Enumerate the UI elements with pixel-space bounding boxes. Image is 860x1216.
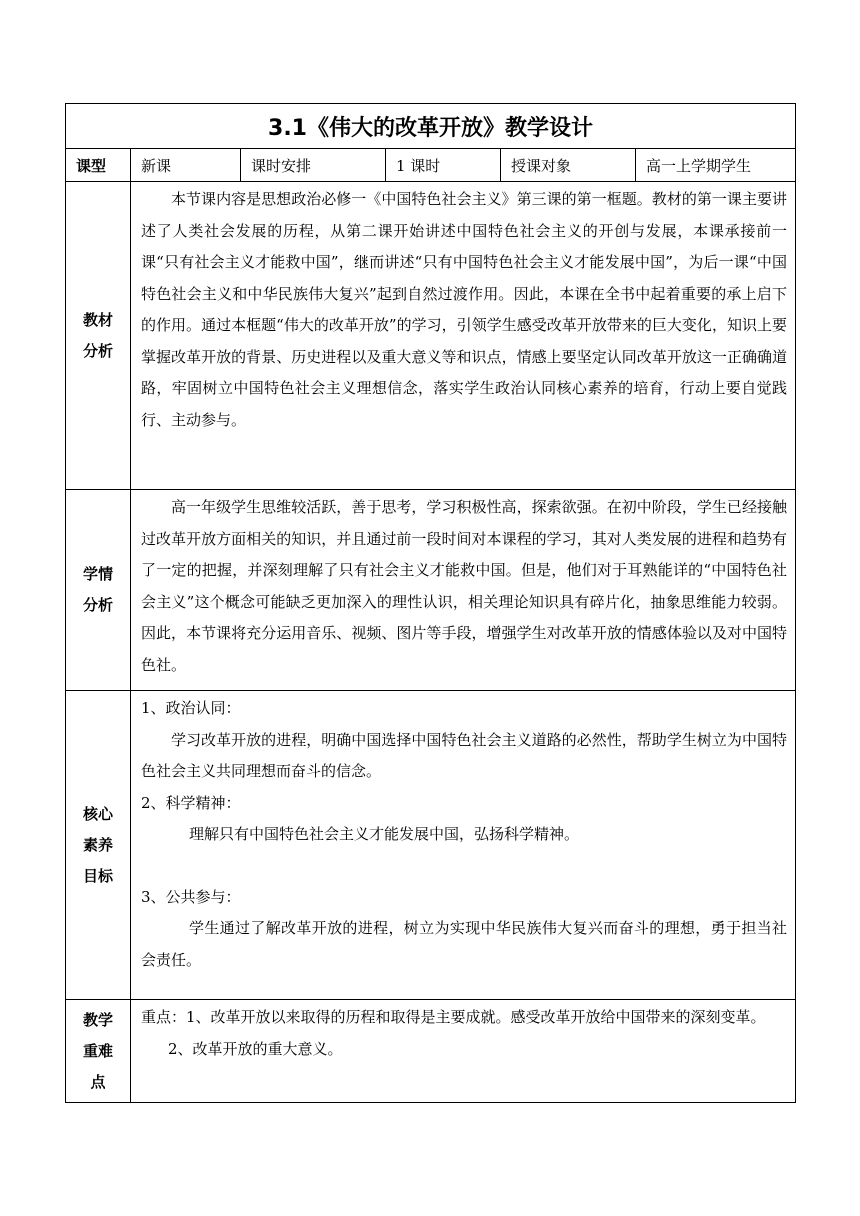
goal3-text: 学生通过了解改革开放的进程，树立为实现中华民族伟大复兴而奋斗的理想，勇于担当社会责任。 xyxy=(141,919,788,969)
label-line: 分析 xyxy=(82,341,113,360)
label-line: 分析 xyxy=(82,596,113,614)
label-line: 点 xyxy=(90,1072,106,1091)
key-points-row xyxy=(66,1000,796,1103)
audience-label: 授课对象 xyxy=(501,149,636,182)
key-point-2: 2、改革开放的重大意义。 xyxy=(168,1039,343,1058)
goal3-title: 3、公共参与： xyxy=(141,887,241,906)
course-type-value: 新课 xyxy=(131,149,241,182)
goal2-title: 2、科学精神： xyxy=(141,793,241,812)
key-points-content xyxy=(131,1000,796,1103)
label-line: 素养 xyxy=(82,835,113,854)
student-analysis-label xyxy=(66,490,131,691)
label-line: 学情 xyxy=(82,565,113,583)
label-line: 核心 xyxy=(82,804,113,823)
student-analysis-text: 高一年级学生思维较活跃，善于思考，学习积极性高，探索欲强。在初中阶段，学生已经接触过改革开放方面相关的知识，并且通过前一段时间对本课程的学习，其对人类发展的进程和趋势有了一定的把握，并深刻理解了只有社会主义才能救中国。但是，他们对于耳熟能详的“中国特色社会主义”这个概念可能缺乏更加深入的理性认识，相关理论知识具有碎片化，抽象思维能力较弱。因此，本节课将充分运用音乐、视频、图片等手段，增强学生对改革开放的情感体验以及对中国特色社。 xyxy=(141,498,788,674)
goal2-text: 理解只有中国特色社会主义才能发展中国，弘扬科学精神。 xyxy=(189,825,580,843)
course-type-label: 课型 xyxy=(66,149,131,182)
key-point-1: 重点：1、改革开放以来取得的历程和取得是主要成就。感受改革开放给中国带来的深刻变革。 xyxy=(141,1008,766,1026)
textbook-analysis-content xyxy=(131,182,796,490)
textbook-analysis-row xyxy=(66,182,796,490)
schedule-value: 1 课时 xyxy=(386,149,501,182)
audience-value: 高一上学期学生 xyxy=(636,149,796,182)
core-goals-row xyxy=(66,691,796,1000)
textbook-analysis-text: 本节课内容是思想政治必修一《中国特色社会主义》第三课的第一框题。教材的第一课主要讲述了人类社会发展的历程，从第二课开始讲述中国特色社会主义的开创与发展，本课承接前一课“只有社会主义才能救中国”，继而讲述“只有中国特色社会主义才能发展中国”，为后一课“中国特色社会主义和中华民族伟大复兴”起到自然过渡作用。因此，本课在全书中起着重要的承上启下的作用。通过本框题“伟大的改革开放”的学习，引领学生感受改革开放带来的巨大变化，知识上要掌握改革开放的背景、历史进程以及重大意义等和识点，情感上要坚定认同改革开放这一正确确道路，牢固树立中国特色社会主义理想信念，落实学生政治认同核心素养的培育，行动上要自觉践行、主动参与。 xyxy=(141,190,788,429)
label-line: 教学 xyxy=(82,1010,113,1029)
label-line: 重难 xyxy=(82,1041,113,1060)
textbook-analysis-label xyxy=(66,182,131,490)
goal1-title: 1、政治认同： xyxy=(141,699,241,717)
student-analysis-content xyxy=(131,490,796,691)
info-row xyxy=(66,149,796,182)
spacer xyxy=(141,851,787,882)
title-row xyxy=(66,104,796,149)
label-line: 目标 xyxy=(82,866,113,885)
schedule-label: 课时安排 xyxy=(241,149,386,182)
lesson-plan-table xyxy=(65,103,796,1103)
core-goals-content xyxy=(131,691,796,1000)
core-goals-label xyxy=(66,691,131,1000)
student-analysis-row xyxy=(66,490,796,691)
goal1-text: 学习改革开放的进程，明确中国选择中国特色社会主义道路的必然性，帮助学生树立为中国特色社会主义共同理想而奋斗的信念。 xyxy=(141,730,788,780)
page-title: 3.1《伟大的改革开放》教学设计 xyxy=(66,104,796,149)
key-points-label xyxy=(66,1000,131,1103)
label-line: 教材 xyxy=(82,310,113,329)
